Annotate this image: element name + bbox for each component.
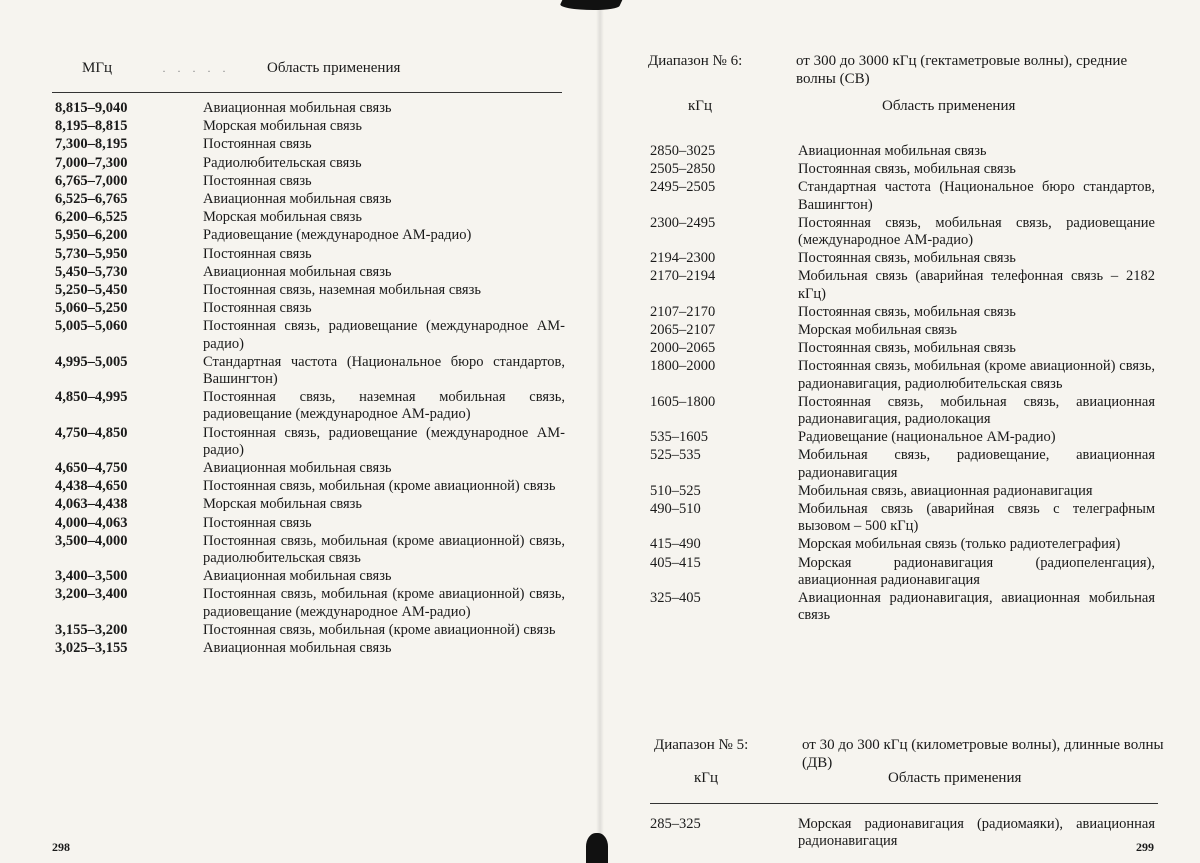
table-row (650, 590, 1155, 624)
page-number: 298 (52, 840, 70, 855)
application-area: Постоянная связь, наземная мобильная связь, радиовещание (международное АМ-радио) (203, 389, 565, 423)
left-table-header (52, 60, 572, 84)
frequency-range: 3,500–4,000 (55, 533, 203, 567)
frequency-range: 7,300–8,195 (55, 136, 203, 153)
frequency-range: 8,195–8,815 (55, 118, 203, 135)
application-area: Постоянная связь (203, 136, 565, 153)
application-area: Постоянная связь, наземная мобильная связь (203, 282, 565, 299)
table-row (650, 322, 1155, 339)
frequency-range: 6,525–6,765 (55, 191, 203, 208)
application-area: Морская радионавигация (радиопеленгация), авиационная радионавигация (798, 555, 1155, 589)
frequency-range: 5,730–5,950 (55, 246, 203, 263)
table-row (55, 282, 565, 299)
band5-frequency-table (650, 816, 1155, 851)
table-row (650, 304, 1155, 321)
frequency-range: 5,005–5,060 (55, 318, 203, 352)
application-area: Авиационная мобильная связь (203, 568, 565, 585)
band5-column-header-application: Область применения (888, 770, 1021, 787)
band5-table-header (656, 770, 1161, 790)
frequency-range: 525–535 (650, 447, 798, 481)
table-row (650, 179, 1155, 213)
column-header-application: Область применения (267, 60, 400, 77)
band5-label: Диапазон № 5: (654, 736, 802, 772)
frequency-range: 415–490 (650, 536, 798, 553)
frequency-range: 2850–3025 (650, 143, 798, 160)
frequency-range: 3,155–3,200 (55, 622, 203, 639)
table-row (650, 250, 1155, 267)
frequency-range: 535–1605 (650, 429, 798, 446)
application-area: Постоянная связь (203, 173, 565, 190)
application-area: Авиационная мобильная связь (798, 143, 1155, 160)
frequency-range: 2107–2170 (650, 304, 798, 321)
frequency-range: 2505–2850 (650, 161, 798, 178)
frequency-range: 7,000–7,300 (55, 155, 203, 172)
left-frequency-table (55, 100, 565, 658)
band5-column-header-range: кГц (694, 770, 718, 787)
table-row (55, 389, 565, 423)
frequency-range: 6,765–7,000 (55, 173, 203, 190)
table-row (650, 555, 1155, 589)
application-area: Морская мобильная связь (798, 322, 1155, 339)
band6-label: Диапазон № 6: (648, 52, 796, 88)
table-row (650, 394, 1155, 428)
frequency-range: 5,950–6,200 (55, 227, 203, 244)
frequency-range: 4,063–4,438 (55, 496, 203, 513)
table-row (650, 358, 1155, 392)
frequency-range: 4,650–4,750 (55, 460, 203, 477)
table-row (55, 568, 565, 585)
application-area: Авиационная радионавигация, авиационная мобильная связь (798, 590, 1155, 624)
application-area: Авиационная мобильная связь (203, 264, 565, 281)
table-row (650, 429, 1155, 446)
application-area: Морская мобильная связь (203, 496, 565, 513)
frequency-range: 4,438–4,650 (55, 478, 203, 495)
table-row (55, 191, 565, 208)
header-rule (52, 92, 562, 93)
frequency-range: 5,450–5,730 (55, 264, 203, 281)
application-area: Постоянная связь, мобильная связь (798, 340, 1155, 357)
application-area: Мобильная связь (аварийная телефонная связь – 2182 кГц) (798, 268, 1155, 302)
table-row (55, 209, 565, 226)
frequency-range: 285–325 (650, 816, 798, 850)
application-area: Радиолюбительская связь (203, 155, 565, 172)
frequency-range: 3,400–3,500 (55, 568, 203, 585)
application-area: Постоянная связь, мобильная (кроме авиационной) связь, радиолюбительская связь (203, 533, 565, 567)
application-area: Морская мобильная связь (203, 118, 565, 135)
table-row (55, 496, 565, 513)
application-area: Постоянная связь, радиовещание (международное АМ-радио) (203, 318, 565, 352)
table-row (650, 501, 1155, 535)
application-area: Стандартная частота (Национальное бюро стандартов, Вашингтон) (798, 179, 1155, 213)
application-area: Постоянная связь, радиовещание (международное АМ-радио) (203, 425, 565, 459)
frequency-range: 4,850–4,995 (55, 389, 203, 423)
frequency-range: 4,995–5,005 (55, 354, 203, 388)
table-row (650, 536, 1155, 553)
table-row (55, 155, 565, 172)
application-area: Постоянная связь, мобильная связь (798, 161, 1155, 178)
application-area: Авиационная мобильная связь (203, 100, 565, 117)
binding-shadow-bottom (586, 833, 608, 863)
table-row (55, 515, 565, 532)
application-area: Постоянная связь, мобильная связь, радиовещание (международное АМ-радио) (798, 215, 1155, 249)
table-row (55, 100, 565, 117)
frequency-range: 4,000–4,063 (55, 515, 203, 532)
application-area: Постоянная связь (203, 515, 565, 532)
frequency-range: 2194–2300 (650, 250, 798, 267)
band6-column-header-application: Область применения (882, 98, 1015, 115)
frequency-range: 510–525 (650, 483, 798, 500)
application-area: Постоянная связь (203, 246, 565, 263)
table-row (55, 318, 565, 352)
application-area: Морская радионавигация (радиомаяки), авиационная радионавигация (798, 816, 1155, 850)
frequency-range: 5,060–5,250 (55, 300, 203, 317)
table-row (55, 354, 565, 388)
application-area: Авиационная мобильная связь (203, 460, 565, 477)
table-row (55, 227, 565, 244)
table-row (55, 586, 565, 620)
application-area: Постоянная связь, мобильная (кроме авиационной) связь (203, 622, 565, 639)
application-area: Постоянная связь, мобильная (кроме авиационной) связь (203, 478, 565, 495)
table-row (55, 136, 565, 153)
table-row (650, 161, 1155, 178)
frequency-range: 2300–2495 (650, 215, 798, 249)
table-row (650, 268, 1155, 302)
book-spread (0, 0, 1200, 863)
frequency-range: 8,815–9,040 (55, 100, 203, 117)
frequency-range: 2000–2065 (650, 340, 798, 357)
application-area: Радиовещание (национальное АМ-радио) (798, 429, 1155, 446)
frequency-range: 4,750–4,850 (55, 425, 203, 459)
table-row (650, 483, 1155, 500)
binding-shadow-top (558, 0, 623, 10)
frequency-range: 1800–2000 (650, 358, 798, 392)
table-row (55, 425, 565, 459)
table-row (650, 816, 1155, 850)
band5-header (654, 736, 1164, 772)
table-row (55, 246, 565, 263)
frequency-range: 6,200–6,525 (55, 209, 203, 226)
application-area: Постоянная связь, мобильная связь (798, 304, 1155, 321)
application-area: Авиационная мобильная связь (203, 191, 565, 208)
table-row (55, 460, 565, 477)
application-area: Стандартная частота (Национальное бюро стандартов, Вашингтон) (203, 354, 565, 388)
application-area: Мобильная связь, авиационная радионавигация (798, 483, 1155, 500)
table-row (55, 622, 565, 639)
band6-column-header-range: кГц (688, 98, 712, 115)
application-area: Мобильная связь, радиовещание, авиационная радионавигация (798, 447, 1155, 481)
frequency-range: 3,200–3,400 (55, 586, 203, 620)
frequency-range: 325–405 (650, 590, 798, 624)
table-row (650, 215, 1155, 249)
application-area: Мобильная связь (аварийная связь с телеграфным вызовом – 500 кГц) (798, 501, 1155, 535)
table-row (55, 640, 565, 657)
book-gutter (596, 0, 604, 863)
application-area: Постоянная связь, мобильная связь, авиационная радионавигация, радиолокация (798, 394, 1155, 428)
application-area: Морская мобильная связь (только радиотелеграфия) (798, 536, 1155, 553)
frequency-range: 490–510 (650, 501, 798, 535)
band6-table-header (650, 98, 1155, 118)
frequency-range: 2170–2194 (650, 268, 798, 302)
column-header-range: МГц (82, 60, 112, 77)
table-row (55, 300, 565, 317)
application-area: Постоянная связь, мобильная связь (798, 250, 1155, 267)
frequency-range: 1605–1800 (650, 394, 798, 428)
application-area: Постоянная связь, мобильная (кроме авиационной) связь, радионавигация, радиолюбительская связь (798, 358, 1155, 392)
application-area: Авиационная мобильная связь (203, 640, 565, 657)
table-row (650, 340, 1155, 357)
frequency-range: 2065–2107 (650, 322, 798, 339)
application-area: Постоянная связь, мобильная (кроме авиационной) связь, радиовещание (международное АМ-радио) (203, 586, 565, 620)
table-row (55, 533, 565, 567)
frequency-range: 405–415 (650, 555, 798, 589)
frequency-range: 2495–2505 (650, 179, 798, 213)
application-area: Морская мобильная связь (203, 209, 565, 226)
table-row (650, 143, 1155, 160)
application-area: Радиовещание (международное АМ-радио) (203, 227, 565, 244)
table-row (650, 447, 1155, 481)
table-row (55, 264, 565, 281)
band5-header-rule (650, 803, 1158, 804)
frequency-range: 3,025–3,155 (55, 640, 203, 657)
header-dots: · · · · · (162, 64, 230, 79)
band6-description: от 300 до 3000 кГц (гектаметровые волны), средние волны (СВ) (796, 52, 1158, 88)
band5-description: от 30 до 300 кГц (километровые волны), длинные волны (ДВ) (802, 736, 1164, 772)
page-number: 299 (1136, 840, 1154, 855)
frequency-range: 5,250–5,450 (55, 282, 203, 299)
table-row (55, 118, 565, 135)
application-area: Постоянная связь (203, 300, 565, 317)
band6-frequency-table (650, 143, 1155, 625)
table-row (55, 173, 565, 190)
band6-header (648, 52, 1158, 88)
table-row (55, 478, 565, 495)
